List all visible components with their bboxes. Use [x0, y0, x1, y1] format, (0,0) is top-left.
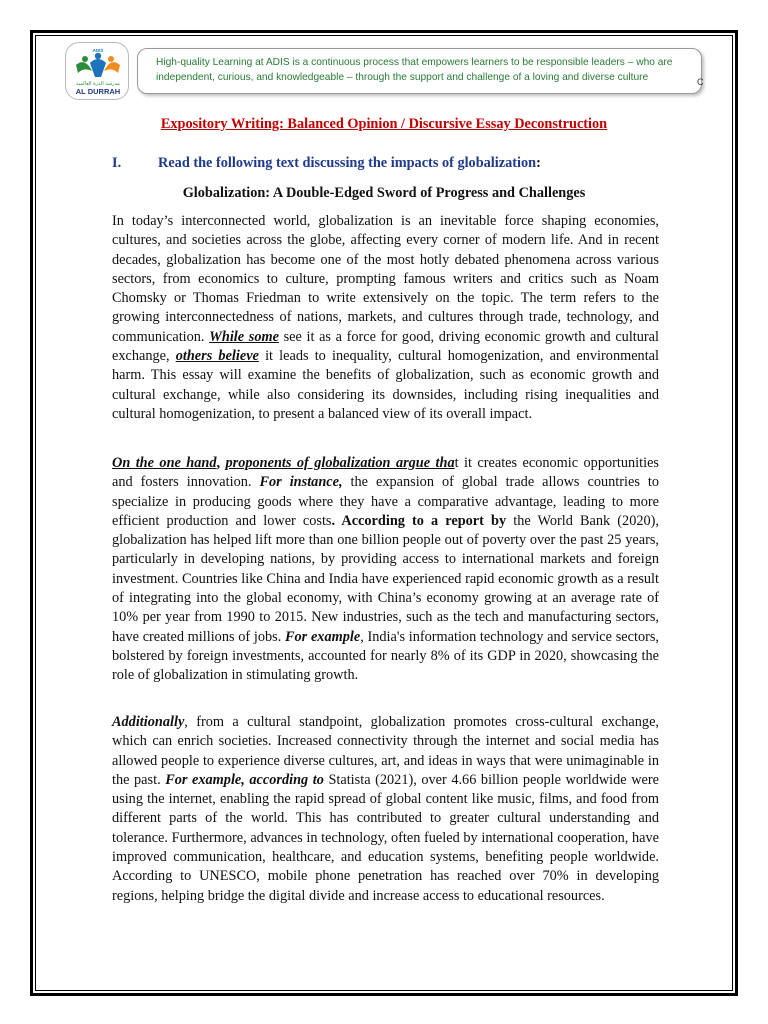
- logo-arabic-text: مدرسة الدرة العالمية: [76, 81, 120, 87]
- instruction-line: [112, 155, 541, 172]
- logo-figure-head-right: [108, 56, 114, 62]
- p2-signal-according-to-report: . According to a report by: [331, 512, 507, 529]
- p2-comma: ,: [216, 455, 221, 471]
- logo-graphic: [66, 43, 129, 100]
- p2-text-i: the World Bank (2020), globalization has helped lift more than one billion people out of poverty over the past 25 years, particularly in developing nations, by providing access to international markets and foreign investment. Countries like China and India have experienced rapid economic growth as a result of integrating into the global economy, with China’s economy growing at an average rate of 10% per year from 1990 to 2015. New industries, such as the tech and manufacturing sectors, have created millions of jobs.: [112, 512, 659, 645]
- p2-signal-proponents-argue: proponents of globalization argue tha: [225, 455, 455, 471]
- instruction-colon: :: [536, 155, 541, 171]
- p2-signal-on-the-one-hand: On the one hand: [112, 455, 217, 471]
- logo-aldurrah-text: AL DURRAH: [75, 87, 121, 96]
- logo-figure-head-center: [95, 53, 101, 59]
- p2-text-k: , India's information technology and service sectors, bolstered by foreign investments, accounted for nearly 8% of its GDP in 2020, showcasing the role of globalization in stimulating growth.: [112, 628, 659, 684]
- logo-adis-text: ADIS: [92, 48, 104, 53]
- p3-signal-for-example-according-to: For example, according to: [165, 771, 324, 788]
- p1-text-e: it leads to inequality, cultural homogenization, and environmental harm. This essay will examine the benefits of globalization, such as economic growth and cultural exchange, while also considering its downsides, including rising inequalities and cultural homogenization, to present a balanced view of its overall impact.: [112, 348, 659, 422]
- p1-text-c: see it as a force for good, driving economic growth and cultural exchange,: [112, 328, 659, 365]
- mission-banner: [137, 48, 702, 94]
- p1-signal-while-some: While some: [209, 328, 279, 345]
- p2-signal-for-instance: For instance,: [259, 474, 343, 491]
- p3-signal-additionally: Additionally: [112, 714, 185, 730]
- essay-title: Globalization: A Double-Edged Sword of Progress and Challenges: [182, 185, 586, 201]
- p1-signal-others-believe: others believe: [175, 348, 259, 365]
- banner-c-mark: C: [697, 77, 704, 87]
- logo-figure-head-left: [82, 56, 88, 62]
- banner-lead: High-quality Learning at ADIS: [156, 57, 290, 68]
- paragraph-body-2: [112, 713, 659, 906]
- p3-text-b: , from a cultural standpoint, globalization promotes cross-cultural exchange, which can enrich societies. Increased connectivity through the internet and social media has allowed people to experience diverse cultures, art, and ideas in ways that were unimaginable in the past.: [112, 714, 659, 788]
- paragraph-body-1: [112, 454, 659, 686]
- logo-figure-body-right: [104, 62, 120, 73]
- paragraph-introduction: [112, 212, 659, 424]
- p1-text-a: In today’s interconnected world, globalization is an inevitable force shaping economies, cultures, and societies across the globe, affecting every corner of modern life. And in recent decades, globalization has become one of the most hotly debated phenomena across various sectors, from economics to culture, prompting famous writers and critics such as Noam Chomsky or Thomas Friedman to write extensively on the topic. The term refers to the growing interconnectedness of nations, markets, and cultures through trade, technology, and communication.: [112, 213, 659, 345]
- school-logo: [65, 42, 129, 100]
- p3-text-d: Statista (2021), over 4.66 billion people worldwide were using the internet, enabling the rapid spread of global content like music, films, and food from different parts of the world. This has contributed to greater cultural understanding and tolerance. Furthermore, advances in technology, often fueled by international cooperation, have improved communication, healthcare, and education systems, benefiting people worldwide. According to UNESCO, mobile phone penetration has reached over 70% in developing regions, helping bridge the digital divide and increase access to educational resources.: [112, 771, 659, 904]
- banner-text: is a continuous process that empowers learners to be responsible leaders – who are independent, curious, and knowledgeable – through the support and challenge of a loving and diverse culture: [156, 57, 673, 83]
- logo-figure-body-left: [76, 62, 92, 73]
- logo-figure-body-center: [90, 59, 106, 77]
- p2-text-g: the expansion of global trade allows countries to specialize in producing goods where they have a comparative advantage, leading to more efficient production and lower costs: [112, 474, 659, 529]
- document-title: Expository Writing: Balanced Opinion / Discursive Essay Deconstruction: [160, 116, 608, 132]
- instruction-number: I.: [112, 155, 122, 171]
- p2-signal-for-example: For example: [285, 628, 361, 645]
- instruction-text: Read the following text discussing the impacts of globalization: [158, 155, 537, 171]
- p2-text-e: t it creates economic opportunities and fosters innovation.: [112, 455, 659, 491]
